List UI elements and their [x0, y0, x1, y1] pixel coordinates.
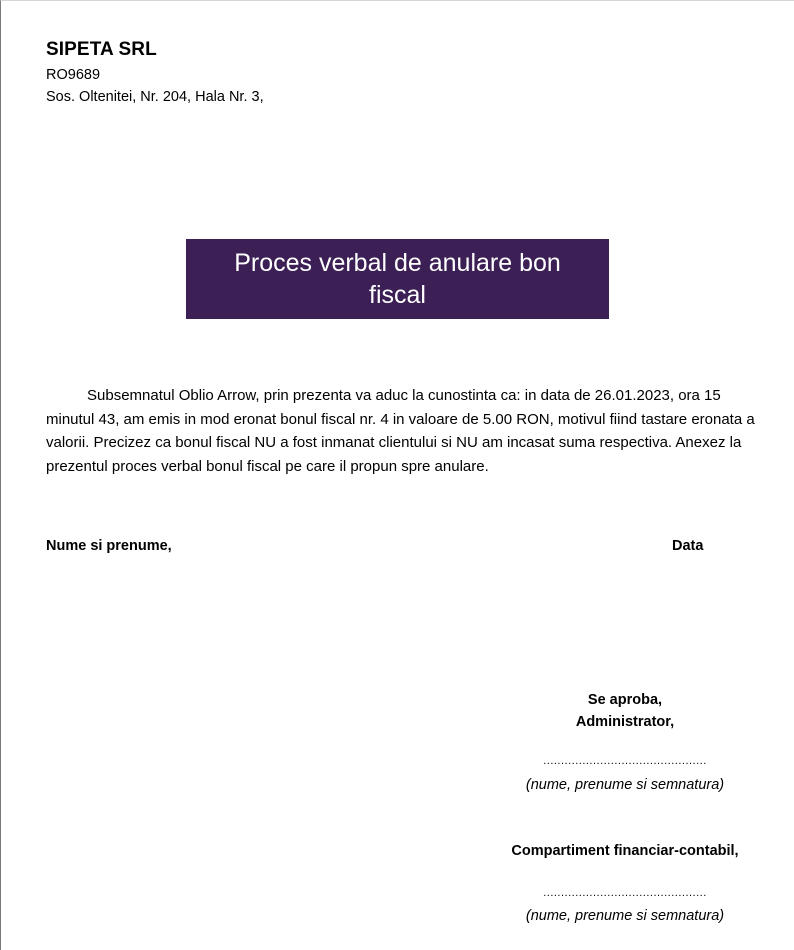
administrator-signature-line: ..............................................: [543, 755, 707, 767]
name-label: Nume si prenume,: [46, 538, 172, 554]
administrator-label: Administrator,: [575, 714, 675, 730]
department-signature-line: ..............................................: [543, 887, 707, 899]
department-label: Compartiment financiar-contabil,: [511, 843, 739, 859]
company-address: Sos. Oltenitei, Nr. 204, Hala Nr. 3,: [46, 89, 264, 105]
approval-block: [505, 689, 745, 733]
company-registration-code: RO9689: [46, 67, 101, 83]
administrator-signature-caption: (nume, prenume si semnatura): [525, 777, 725, 793]
approval-label: Se aproba,: [587, 692, 663, 708]
document-title-banner: [186, 239, 609, 319]
document-body-paragraph: Subsemnatul Oblio Arrow, prin prezenta va aduc la cunostinta ca: in data de 26.01.2023, ora 15 minutul 43, am emis in mod eronat bonul fiscal nr. 4 in valoare de 5.00 RON, motivul fiind tastare eronata a valorii. Precizez ca bonul fiscal NU a fost inmanat clientului si NU am incasat suma respectiva. Anexez la prezentul proces verbal bonul fiscal pe care il propun spre anulare.: [46, 387, 755, 475]
department-signature-caption: (nume, prenume si semnatura): [525, 908, 725, 924]
date-label: Data: [672, 538, 704, 554]
company-name: SIPETA SRL: [46, 39, 157, 60]
document-title: Proces verbal de anulare bon fiscal: [234, 249, 561, 309]
